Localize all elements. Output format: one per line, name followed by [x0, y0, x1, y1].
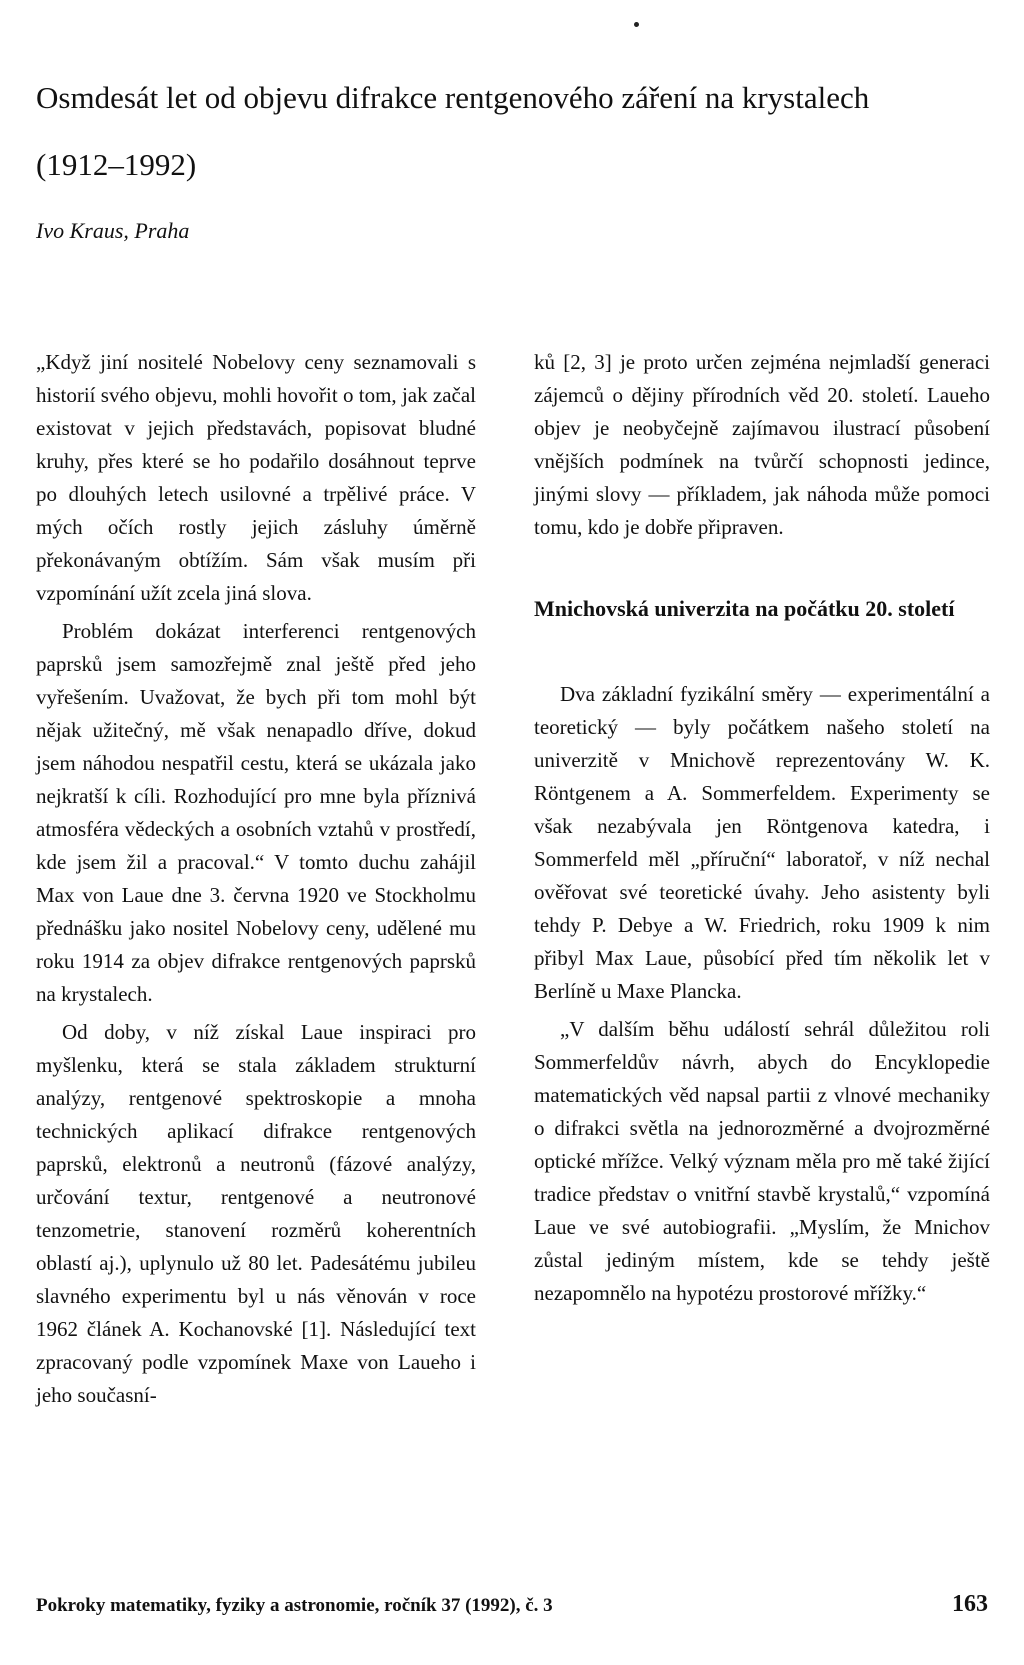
page-number: 163: [952, 1591, 988, 1617]
paragraph: Od doby, v níž získal Laue inspiraci pro myšlenku, která se stala základem strukturní analýzy, rentgenové spektroskopie a mnoha technických aplikací difrakce rentgenových paprsků, elektronů a neutronů (fázové analýzy, určování textur, rentgenové a neutronové tenzometrie, stanovení rozměrů koherentních oblastí aj.), uplynulo už 80 let. Padesátému jubileu slavného experimentu byl u nás věnován v roce 1962 článek A. Kochanovské [1]. Následující text zpracovaný podle vzpomínek Maxe von Laueho i jeho současní-: [36, 1020, 476, 1407]
paragraph: „Když jiní nositelé Nobelovy ceny seznamovali s historií svého objevu, mohli hovořit o tom, jak začal existovat v jejich představách, popisovat bludné kruhy, přes které se ho podařilo dosáhnout teprve po dlouhých letech usilovné a trpělivé práce. V mých očích rostly jejich zásluhy úměrně překonávaným obtížím. Sám však musím při vzpomínání užít zcela jiná slova.: [36, 350, 476, 605]
journal-citation: Pokroky matematiky, fyziky a astronomie, ročník 37 (1992), č. 3: [36, 1595, 553, 1616]
left-column: [36, 346, 476, 1417]
paragraph: ků [2, 3] je proto určen zejména nejmladší generaci zájemců o dějiny přírodních věd 20. století. Laueho objev je neobyčejně zajímavou ilustrací působení vnějších podmínek na tvůrčí schopnosti jedince, jinými slovy — příkladem, jak náhoda může pomoci tomu, kdo je dobře připraven.: [534, 350, 990, 539]
decorative-dot: [634, 22, 639, 27]
right-column: [534, 346, 990, 1315]
article-title: Osmdesát let od objevu difrakce rentgenového záření na krystalech: [36, 80, 870, 115]
paragraph: „V dalším běhu událostí sehrál důležitou roli Sommerfeldův návrh, abych do Encyklopedie matematických věd napsal partii z vlnové mechaniky o difrakci světla na jednorozměrné a dvojrozměrné optické mřížce. Velký význam měla pro mě také žijící tradice představ o vnitřní stavbě krystalů,“ vzpomíná Laue ve své autobiografii. „Myslím, že Mnichov zůstal jediným místem, kde se tehdy ještě nezapomnělo na hypotézu prostorové mřížky.“: [534, 1017, 990, 1305]
section-heading: Mnichovská univerzita na počátku 20. století: [534, 596, 955, 621]
paragraph: Dva základní fyzikální směry — experimentální a teoretický — byly počátkem našeho století na univerzitě v Mnichově reprezentovány W. K. Röntgenem a A. Sommerfeldem. Experimenty se však nezabývala jen Röntgenova katedra, i Sommerfeld měl „příruční“ laboratoř, v níž nechal ověřovat své teoretické úvahy. Jeho asistenty byli tehdy P. Debye a W. Friedrich, roku 1909 k nim přibyl Max Laue, působící před tím několik let v Berlíně u Maxe Plancka.: [534, 682, 990, 1003]
article-subtitle: (1912–1992): [36, 147, 197, 182]
paragraph: Problém dokázat interferenci rentgenových paprsků jsem samozřejmě znal ještě před jeho vyřešením. Uvažovat, že bych při tom mohl být nějak užitečný, mě však nenapadlo dříve, dokud jsem náhodou nespatřil cestu, která se ukázala jako nejkratší k cíli. Rozhodující pro mne byla příznivá atmosféra vědeckých a osobních vztahů v prostředí, kde jsem žil a pracoval.“ V tomto duchu zahájil Max von Laue dne 3. června 1920 ve Stockholmu přednášku jako nositel Nobelovy ceny, udělené mu roku 1914 za objev difrakce rentgenových paprsků na krystalech.: [36, 619, 476, 1006]
article-author: Ivo Kraus, Praha: [36, 218, 190, 243]
